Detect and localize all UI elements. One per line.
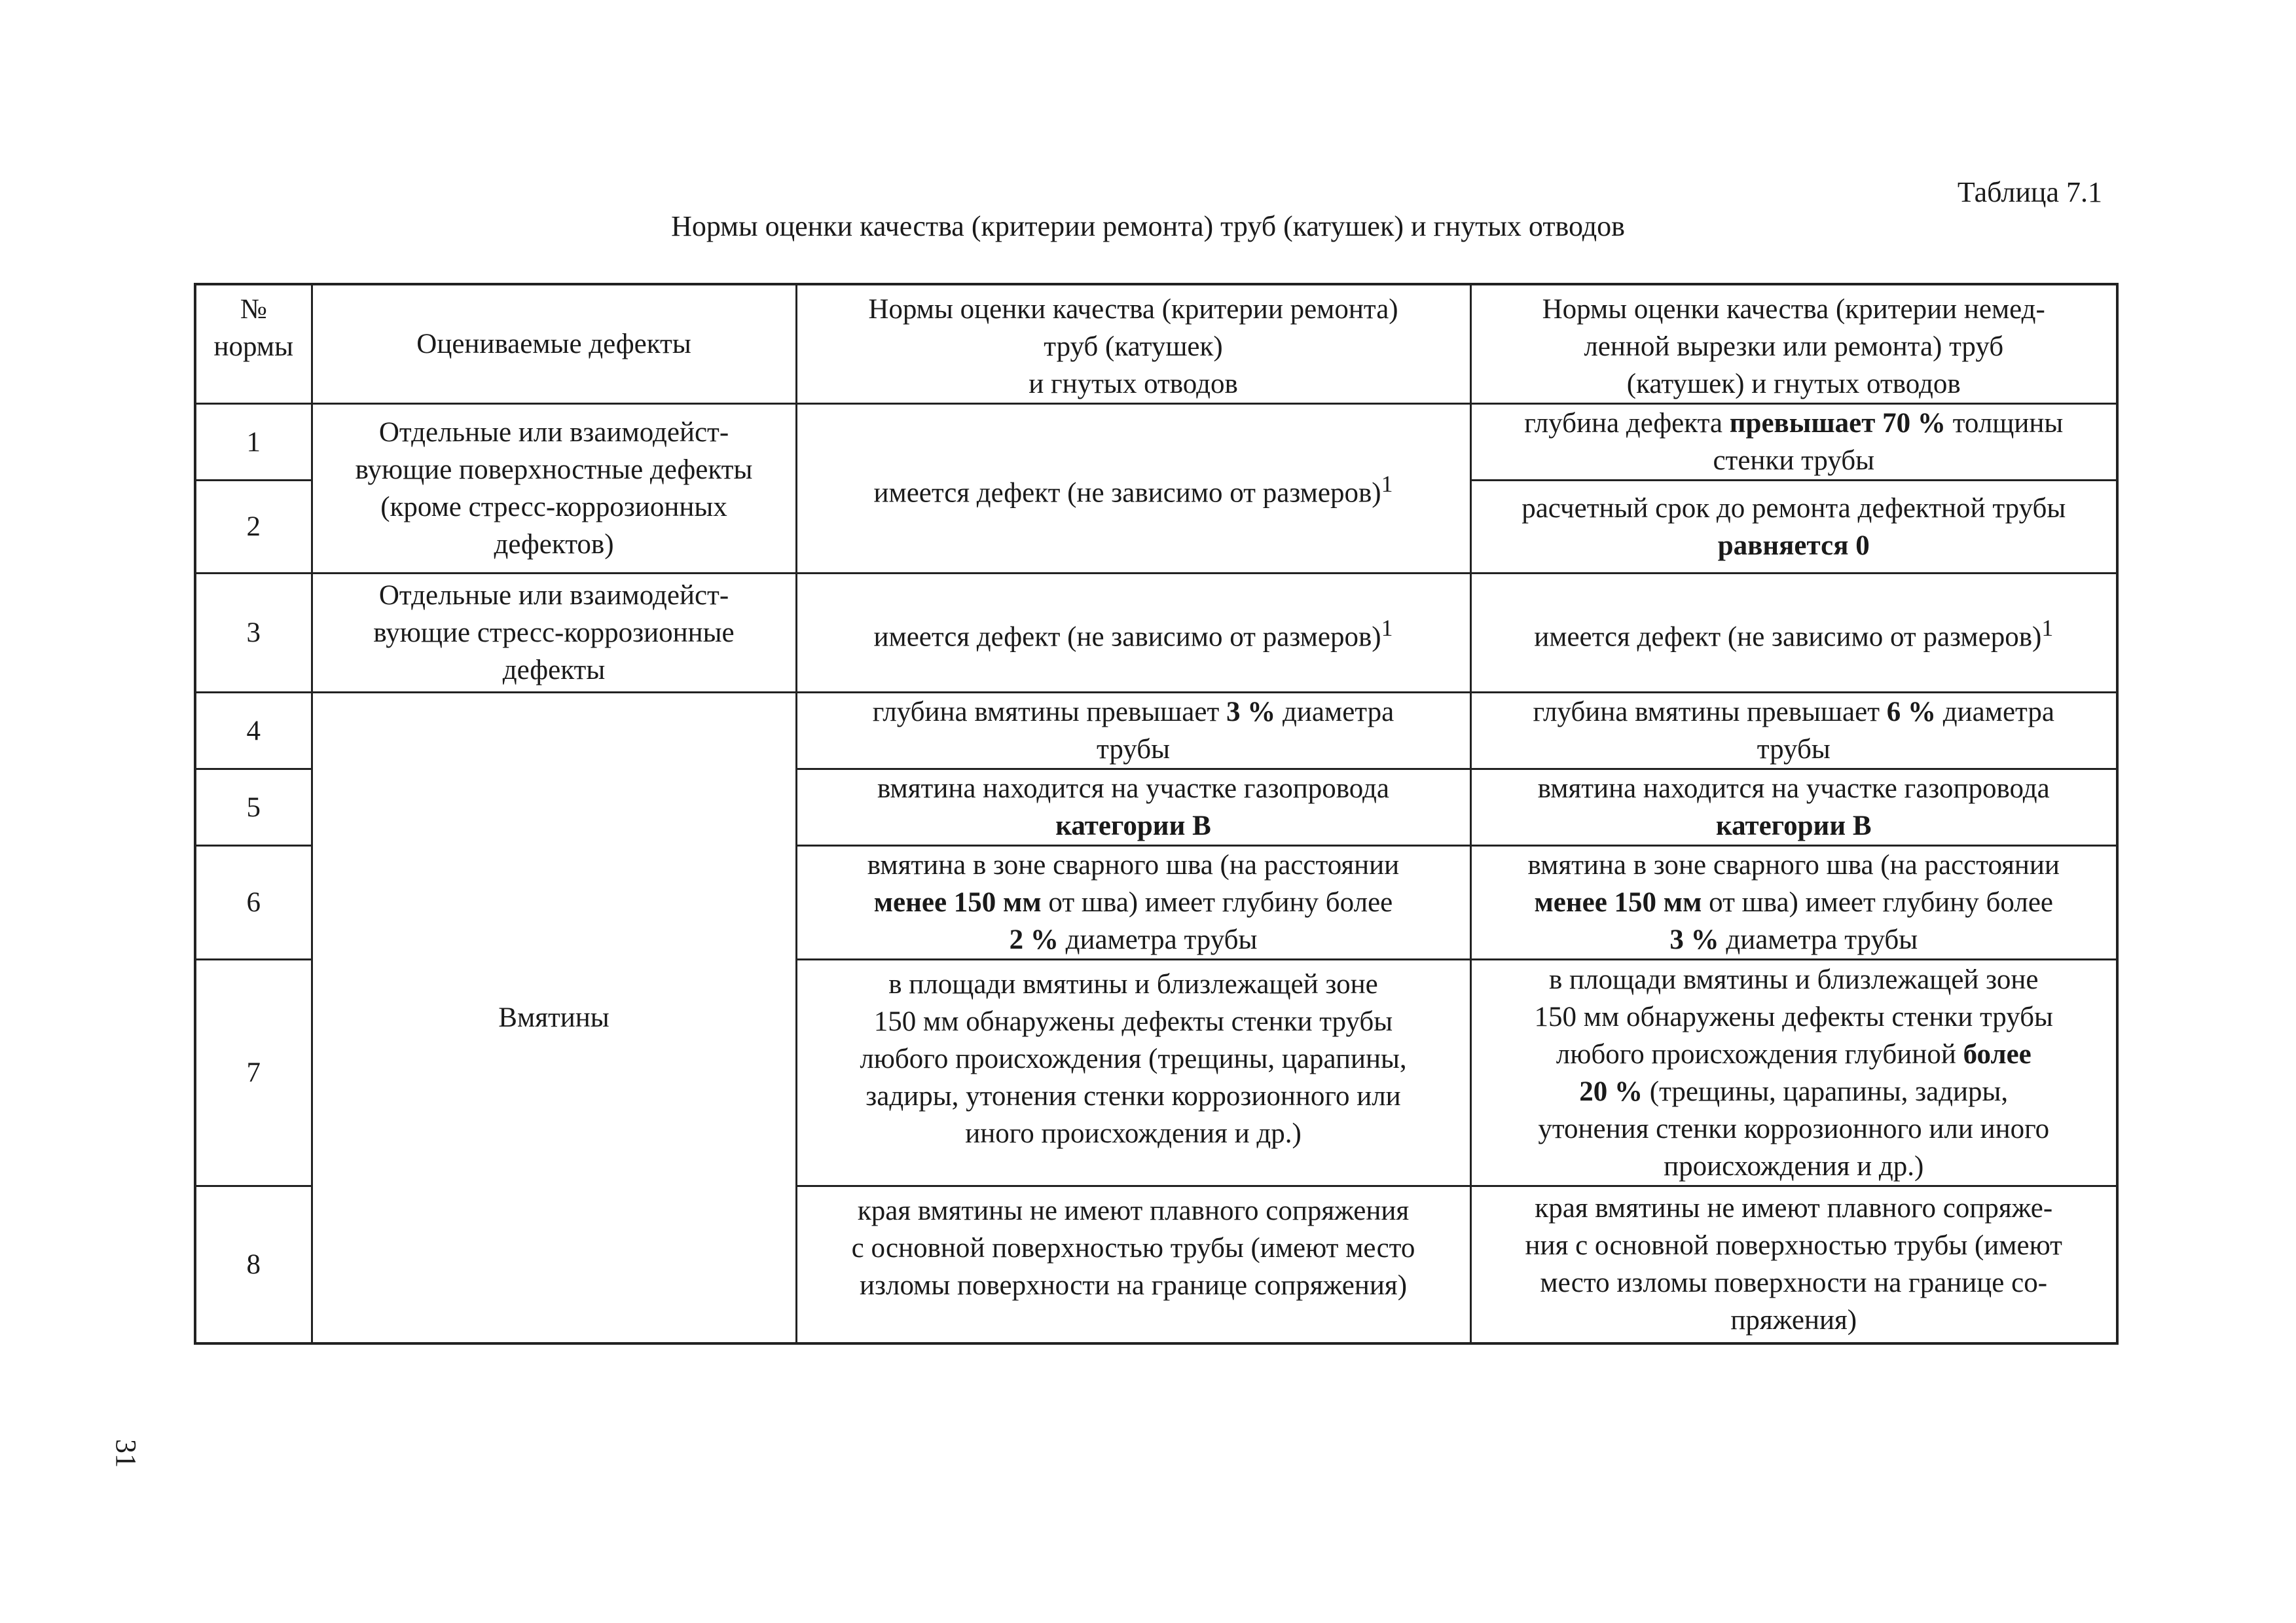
repair-line: 150 мм обнаружены дефекты стенки трубы [873, 1006, 1393, 1037]
defect-line: вующие стресс-коррозионные [373, 617, 735, 648]
repair-text: глубина вмятины превышает [872, 697, 1227, 727]
defect-line: (кроме стресс-коррозионных [380, 492, 727, 522]
row-number: 4 [195, 693, 312, 769]
cutout-text: (трещины, царапины, задиры, [1643, 1076, 2009, 1107]
cutout-text: диаметра трубы [1719, 924, 1918, 955]
repair-emphasis: категории В [1055, 811, 1211, 841]
defect-cell-stress-corrosion [312, 574, 796, 693]
repair-text: вмятина находится на участке газопровода [877, 773, 1390, 804]
repair-line: изломы поверхности на границе сопряжения) [859, 1270, 1408, 1301]
cutout-criteria-cell [1470, 769, 2117, 846]
cutout-emphasis: 6 % [1886, 697, 1937, 727]
table-row-3 [195, 574, 2117, 693]
cutout-criteria-cell [1470, 693, 2117, 769]
repair-line: края вмятины не имеют плавного сопряжения [857, 1195, 1410, 1226]
quality-criteria-table [194, 283, 2119, 1345]
cutout-text: диаметра [1936, 697, 2054, 727]
cutout-text: вмятина в зоне сварного шва (на расстоянии [1527, 850, 2060, 881]
header-cutout-line: (катушек) и гнутых отводов [1626, 369, 1961, 399]
page-number: 31 [110, 1439, 142, 1468]
defect-line: дефектов) [494, 529, 614, 560]
row-number: 5 [195, 769, 312, 846]
repair-text: вмятина в зоне сварного шва (на расстоянии [867, 850, 1400, 881]
cutout-emphasis: более [1963, 1038, 2032, 1070]
table-caption: Нормы оценки качества (критерии ремонта) труб (катушек) и гнутых отводов [671, 210, 1625, 242]
footnote-mark: 1 [1381, 615, 1393, 642]
repair-criteria-cell [796, 1186, 1470, 1343]
cutout-text: вмятина находится на участке газопровода [1537, 773, 2050, 804]
row-number: 3 [195, 574, 312, 693]
repair-line: любого происхождения (трещины, царапины, [860, 1044, 1407, 1074]
repair-criteria-cell [796, 693, 1470, 769]
repair-line: с основной поверхностью трубы (имеют место [851, 1233, 1415, 1264]
repair-criteria-cell [796, 404, 1470, 574]
cutout-text: расчетный срок до ремонта дефектной трубы [1522, 492, 2066, 524]
repair-criteria-cell [796, 960, 1470, 1186]
cutout-criteria-cell [1470, 1186, 2117, 1343]
repair-line: иного происхождения и др.) [965, 1118, 1302, 1149]
repair-emphasis: менее 150 мм [873, 887, 1042, 918]
cutout-text: от шва) имеет глубину более [1702, 887, 2053, 918]
header-defects: Оцениваемые дефекты [312, 284, 796, 404]
cutout-line: ния с основной поверхностью трубы (имеют [1525, 1230, 2062, 1262]
cutout-emphasis: равняется 0 [1717, 530, 1870, 561]
header-num [195, 284, 312, 404]
header-repair-line: и гнутых отводов [1029, 369, 1238, 399]
repair-text: диаметра трубы [1058, 924, 1258, 955]
repair-text: диаметра [1275, 697, 1394, 727]
table-row-4 [195, 693, 2117, 769]
cutout-emphasis: 3 % [1669, 924, 1719, 955]
repair-text: от шва) имеет глубину более [1041, 887, 1393, 918]
header-repair-criteria [796, 284, 1470, 404]
cutout-text: трубы [1757, 734, 1831, 765]
defect-line: Отдельные или взаимодейст- [378, 580, 729, 611]
cutout-criteria-cell [1470, 404, 2117, 481]
row-number: 7 [195, 960, 312, 1186]
cutout-text: 150 мм обнаружены дефекты стенки трубы [1534, 1001, 2053, 1032]
cutout-line: края вмятины не имеют плавного сопряже- [1535, 1193, 2053, 1224]
repair-line: в площади вмятины и близлежащей зоне [888, 969, 1378, 1000]
cutout-text: любого происхождения глубиной [1556, 1038, 1963, 1070]
repair-criteria-cell [796, 846, 1470, 960]
row-number: 1 [195, 404, 312, 481]
cutout-text: толщины [1945, 408, 2064, 439]
repair-line: задиры, утонения стенки коррозионного или [866, 1081, 1401, 1112]
cutout-criteria-cell [1470, 481, 2117, 574]
cutout-criteria-cell [1470, 574, 2117, 693]
repair-emphasis: 2 % [1009, 924, 1059, 955]
header-cutout-line: Нормы оценки качества (критерии немед- [1542, 294, 2045, 325]
repair-criteria-cell [796, 574, 1470, 693]
cutout-criteria-cell [1470, 846, 2117, 960]
cutout-line: место изломы поверхности на границе со- [1540, 1267, 2048, 1299]
repair-criteria-cell [796, 769, 1470, 846]
footnote-mark: 1 [2041, 615, 2054, 642]
repair-text: трубы [1097, 734, 1170, 765]
cutout-text: стенки трубы [1713, 445, 1875, 476]
header-num-line: № [240, 294, 267, 325]
row-number: 6 [195, 846, 312, 960]
header-repair-line: Нормы оценки качества (критерии ремонта) [868, 294, 1398, 325]
repair-text: имеется дефект (не зависимо от размеров) [873, 621, 1381, 653]
cutout-line: пряжения) [1730, 1305, 1857, 1336]
defect-line: Отдельные или взаимодейст- [378, 417, 729, 448]
header-cutout-criteria [1470, 284, 2117, 404]
row-number: 2 [195, 481, 312, 574]
cutout-emphasis: 20 % [1579, 1076, 1643, 1107]
cutout-text: утонения стенки коррозионного или иного [1538, 1113, 2050, 1144]
row-number: 8 [195, 1186, 312, 1343]
footnote-mark: 1 [1381, 470, 1393, 497]
header-repair-line: труб (катушек) [1044, 331, 1223, 362]
repair-emphasis: 3 % [1226, 697, 1276, 727]
header-row [195, 284, 2117, 404]
defect-line: дефекты [502, 655, 606, 685]
cutout-text: в площади вмятины и близлежащей зоне [1548, 964, 2039, 995]
cutout-emphasis: превышает 70 % [1729, 408, 1946, 439]
cutout-text: глубина дефекта [1524, 408, 1730, 439]
header-num-line: нормы [213, 331, 293, 362]
defect-line: вующие поверхностные дефекты [355, 454, 753, 485]
repair-text: имеется дефект (не зависимо от размеров) [873, 477, 1381, 509]
cutout-emphasis: категории В [1715, 811, 1872, 841]
table-number-label: Таблица 7.1 [1957, 176, 2102, 208]
header-cutout-line: ленной вырезки или ремонта) труб [1584, 331, 2004, 362]
cutout-text: глубина вмятины превышает [1533, 697, 1887, 727]
cutout-criteria-cell [1470, 960, 2117, 1186]
cutout-text: имеется дефект (не зависимо от размеров) [1534, 621, 2042, 653]
cutout-text: происхождения и др.) [1664, 1150, 1924, 1182]
defect-cell-surface [312, 404, 796, 574]
cutout-emphasis: менее 150 мм [1534, 887, 1702, 918]
table-row-1 [195, 404, 2117, 481]
defect-cell-dents: Вмятины [312, 693, 796, 1343]
